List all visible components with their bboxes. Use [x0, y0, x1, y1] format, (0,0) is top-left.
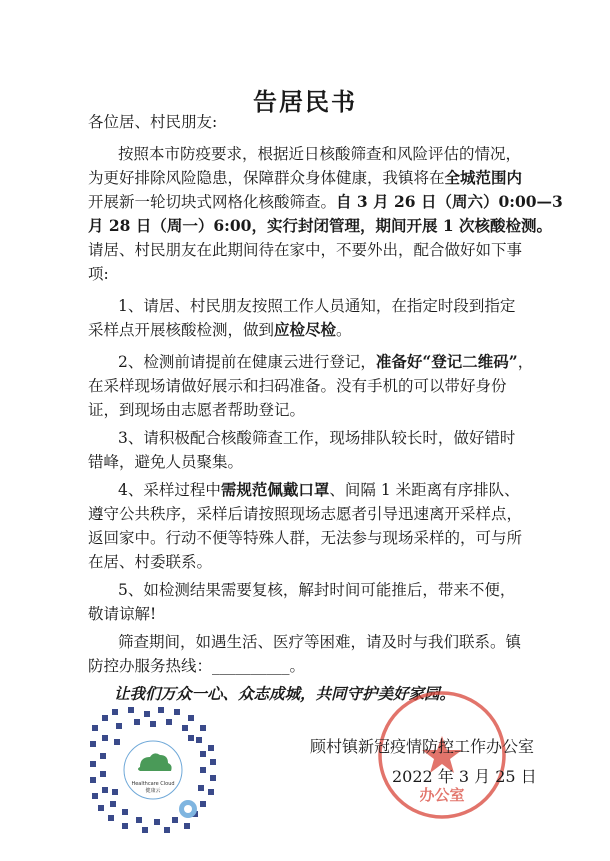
item5-line1: 5、如检测结果需要复核，解封时间可能推后，带来不便，	[118, 581, 516, 599]
item2-line1: 2、检测前请提前在健康云进行登记，准备好“登记二维码”，	[118, 352, 534, 371]
item2-line2: 在采样现场请做好展示和扫码准备。没有手机的可以带好身份	[88, 377, 507, 395]
para1-line3: 开展新一轮切块式网格化核酸筛查。自 3 月 26 日（周六）0:00—3	[88, 192, 563, 211]
greeting: 各位居、村民朋友:	[88, 113, 218, 131]
contact-hotline: 防控办服务热线：__________。	[88, 657, 306, 675]
item4-line4: 在居、村委联系。	[88, 553, 213, 571]
issuing-office: 顾村镇新冠疫情防控工作办公室	[310, 737, 535, 756]
item1-line1: 1、请居、村民朋友按照工作人员通知，在指定时段到指定	[118, 297, 516, 315]
item5-line2: 敬请谅解!	[88, 605, 157, 623]
item3-line1: 3、请积极配合核酸筛查工作，现场排队较长时，做好错时	[118, 429, 516, 447]
item3-line2: 错峰，避免人员聚集。	[88, 453, 244, 471]
qr-label-cn: 健康云	[145, 788, 161, 794]
para1-line5: 请居、村民朋友在此期间待在家中，不要外出，配合做好如下事	[88, 241, 523, 259]
document-title: 告居民书	[253, 87, 357, 116]
para1-line6: 项:	[88, 265, 109, 283]
item4-line2: 遵守公共秩序，采样后请按照现场志愿者引导迅速离开采样点，	[88, 505, 523, 523]
issue-date: 2022 年 3 月 25 日	[392, 767, 537, 786]
item1-line2: 采样点开展核酸检测，做到应检尽检。	[88, 320, 352, 339]
para1-line2: 为更好排除风险隐患，保障群众身体健康，我镇将在全城范围内	[88, 168, 523, 187]
qr-label-en: Healthcare Cloud	[131, 781, 175, 787]
seal-text: 办公室	[419, 786, 465, 804]
para1-line4: 月 28 日（周一）6:00，实行封闭管理，期间开展 1 次核酸检测。	[88, 216, 553, 235]
closing-slogan: 让我们万众一心、众志成城，共同守护美好家园。	[114, 684, 456, 703]
item4-line1: 4、采样过程中需规范佩戴口罩、间隔 1 米距离有序排队、	[118, 480, 520, 499]
qr-code[interactable]	[88, 705, 218, 835]
para1-line1: 按照本市防疫要求，根据近日核酸筛查和风险评估的情况，	[118, 145, 522, 163]
contact-line1: 筛查期间，如遇生活、医疗等困难，请及时与我们联系。镇	[118, 633, 522, 651]
item4-line3: 返回家中。行动不便等特殊人群，无法参与现场采样的，可与所	[88, 529, 523, 547]
item2-line3: 证，到现场由志愿者帮助登记。	[88, 401, 306, 419]
